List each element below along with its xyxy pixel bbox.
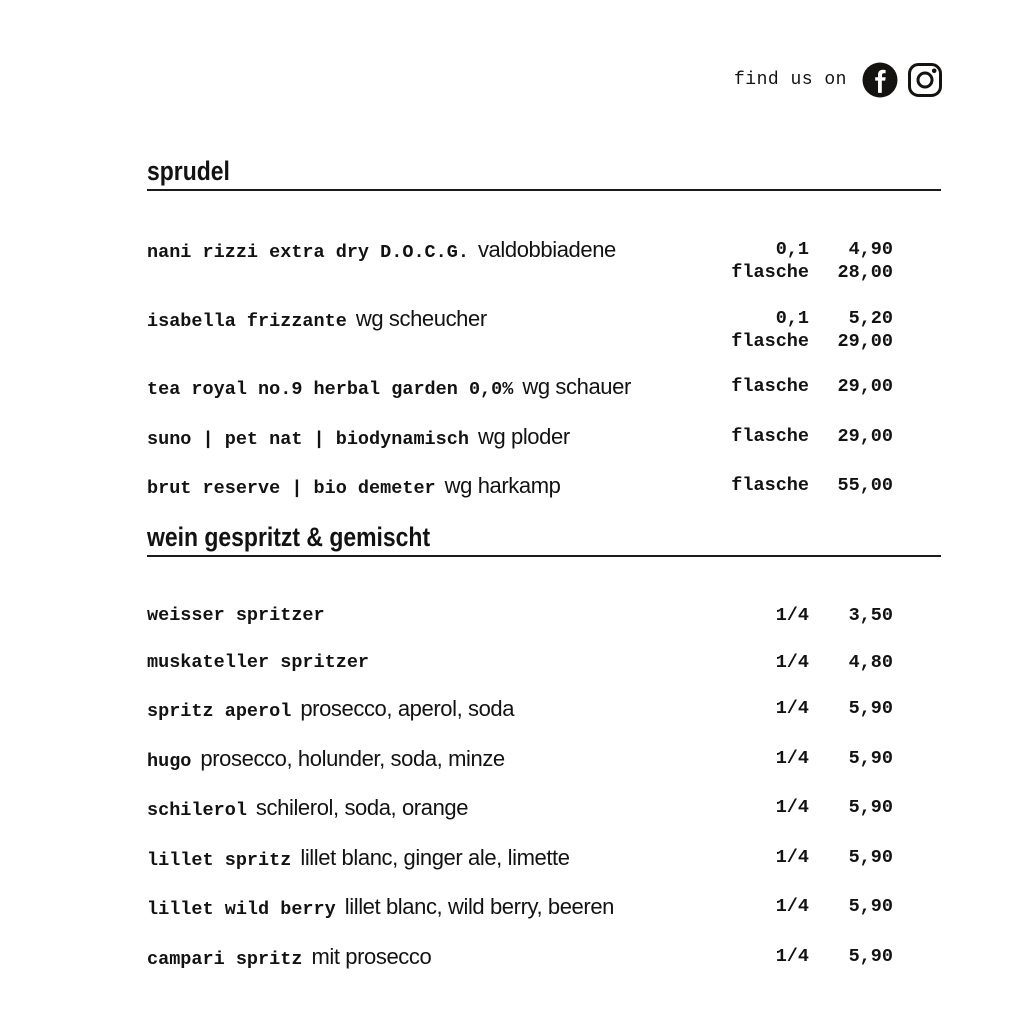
- facebook-icon[interactable]: [862, 62, 898, 98]
- serving-size: 1/4: [775, 698, 809, 719]
- menu-item: [147, 697, 941, 724]
- instagram-icon[interactable]: [907, 62, 943, 98]
- serving-size: flasche: [731, 475, 809, 496]
- section-header: [147, 156, 941, 191]
- item-prices: [714, 747, 941, 770]
- menu-item: [147, 307, 941, 353]
- item-description: wg ploder: [477, 423, 570, 449]
- price-value: 4,90: [848, 239, 893, 260]
- item-name: hugo: [147, 750, 192, 772]
- item-name-cell: [147, 895, 714, 922]
- item-name-cell: [147, 846, 714, 873]
- item-prices: [714, 697, 941, 720]
- item-description: mit prosecco: [311, 943, 432, 969]
- item-name-cell: [147, 604, 714, 628]
- item-name: isabella frizzante: [147, 310, 347, 332]
- price-line: [714, 846, 893, 869]
- price-line: [714, 604, 893, 627]
- item-prices: [714, 945, 941, 968]
- item-description: lillet blanc, wild berry, beeren: [344, 894, 614, 919]
- price-value: 5,90: [848, 797, 893, 818]
- section-title: sprudel: [147, 156, 230, 186]
- serving-size: 0,1: [775, 239, 809, 260]
- item-prices: [714, 425, 941, 448]
- item-description: valdobbiadene: [477, 237, 616, 262]
- section-items: [147, 238, 941, 501]
- item-description: wg schauer: [522, 374, 631, 399]
- price-value: 28,00: [837, 262, 893, 283]
- price-line: [714, 651, 893, 674]
- price-value: 4,80: [848, 651, 893, 673]
- section-title: wein gespritzt & gemischt: [147, 522, 431, 552]
- item-prices: [714, 375, 941, 398]
- item-name-cell: [147, 474, 714, 501]
- item-prices: [714, 474, 941, 497]
- price-line: [714, 375, 893, 398]
- menu-section-wein: [147, 522, 941, 994]
- serving-size: 1/4: [775, 846, 809, 868]
- price-line: [714, 697, 893, 720]
- item-description: schilerol, soda, orange: [255, 795, 469, 820]
- item-name-cell: [147, 375, 714, 402]
- item-prices: [714, 651, 941, 674]
- price-value: 29,00: [837, 330, 893, 352]
- item-name: schilerol: [147, 800, 247, 821]
- price-value: 55,00: [837, 475, 893, 496]
- find-us-on-label: find us on: [733, 70, 847, 90]
- item-name: tea royal no.9 herbal garden 0,0%: [147, 379, 514, 400]
- item-prices: [714, 238, 941, 284]
- item-name: brut reserve | bio demeter: [147, 478, 436, 499]
- serving-size: flasche: [731, 425, 809, 447]
- item-description: prosecco, holunder, soda, minze: [200, 745, 505, 771]
- item-description: wg scheucher: [355, 305, 487, 331]
- item-name: campari spritz: [147, 948, 303, 970]
- price-value: 5,20: [848, 307, 893, 329]
- price-value: 5,90: [848, 747, 893, 769]
- item-prices: [714, 604, 941, 627]
- price-line: [714, 330, 893, 353]
- section-header: [147, 522, 941, 557]
- price-value: 5,90: [848, 698, 893, 719]
- social-links-bar: [734, 62, 943, 98]
- item-name: weisser spritzer: [147, 605, 325, 626]
- section-items: [147, 604, 941, 972]
- item-prices: [714, 307, 941, 353]
- menu-item: [147, 474, 941, 501]
- price-line: [714, 796, 893, 819]
- menu-item: [147, 604, 941, 628]
- price-line: [714, 895, 893, 918]
- item-name: spritz aperol: [147, 701, 292, 722]
- item-description: prosecco, aperol, soda: [300, 696, 515, 721]
- price-line: [714, 747, 893, 770]
- item-name-cell: [147, 697, 714, 724]
- price-line: [714, 238, 893, 261]
- item-name-cell: [147, 796, 714, 823]
- price-line: [714, 307, 893, 330]
- item-name: suno | pet nat | biodynamisch: [147, 428, 469, 450]
- serving-size: 1/4: [775, 605, 809, 626]
- item-name-cell: [147, 651, 714, 675]
- item-name-cell: [147, 307, 714, 334]
- serving-size: flasche: [731, 330, 809, 352]
- menu-item: [147, 747, 941, 774]
- menu-item: [147, 375, 941, 402]
- menu-item: [147, 651, 941, 675]
- serving-size: 1/4: [775, 747, 809, 769]
- price-value: 3,50: [848, 605, 893, 626]
- item-description: lillet blanc, ginger ale, limette: [300, 844, 570, 870]
- item-name: lillet spritz: [147, 849, 292, 871]
- item-name-cell: [147, 747, 714, 774]
- serving-size: flasche: [731, 262, 809, 283]
- item-prices: [714, 895, 941, 918]
- item-prices: [714, 846, 941, 869]
- serving-size: 1/4: [775, 896, 809, 917]
- price-value: 5,90: [848, 846, 893, 868]
- item-description: wg harkamp: [444, 473, 561, 498]
- serving-size: 1/4: [775, 651, 809, 673]
- price-line: [714, 474, 893, 497]
- item-name: muskateller spritzer: [147, 651, 370, 673]
- item-name: nani rizzi extra dry D.O.C.G.: [147, 242, 469, 263]
- item-name-cell: [147, 425, 714, 452]
- serving-size: 1/4: [775, 945, 809, 967]
- menu-item: [147, 945, 941, 972]
- price-value: 5,90: [848, 896, 893, 917]
- price-value: 5,90: [848, 945, 893, 967]
- menu-item: [147, 895, 941, 922]
- price-line: [714, 261, 893, 284]
- item-prices: [714, 796, 941, 819]
- serving-size: flasche: [731, 376, 809, 397]
- serving-size: 0,1: [775, 307, 809, 329]
- item-name-cell: [147, 238, 714, 265]
- item-name-cell: [147, 945, 714, 972]
- price-value: 29,00: [837, 376, 893, 397]
- serving-size: 1/4: [775, 797, 809, 818]
- item-name: lillet wild berry: [147, 899, 336, 920]
- price-line: [714, 425, 893, 448]
- menu-item: [147, 846, 941, 873]
- menu-item: [147, 238, 941, 284]
- menu-item: [147, 425, 941, 452]
- price-value: 29,00: [837, 425, 893, 447]
- menu-item: [147, 796, 941, 823]
- menu-section-sprudel: [147, 156, 941, 524]
- price-line: [714, 945, 893, 968]
